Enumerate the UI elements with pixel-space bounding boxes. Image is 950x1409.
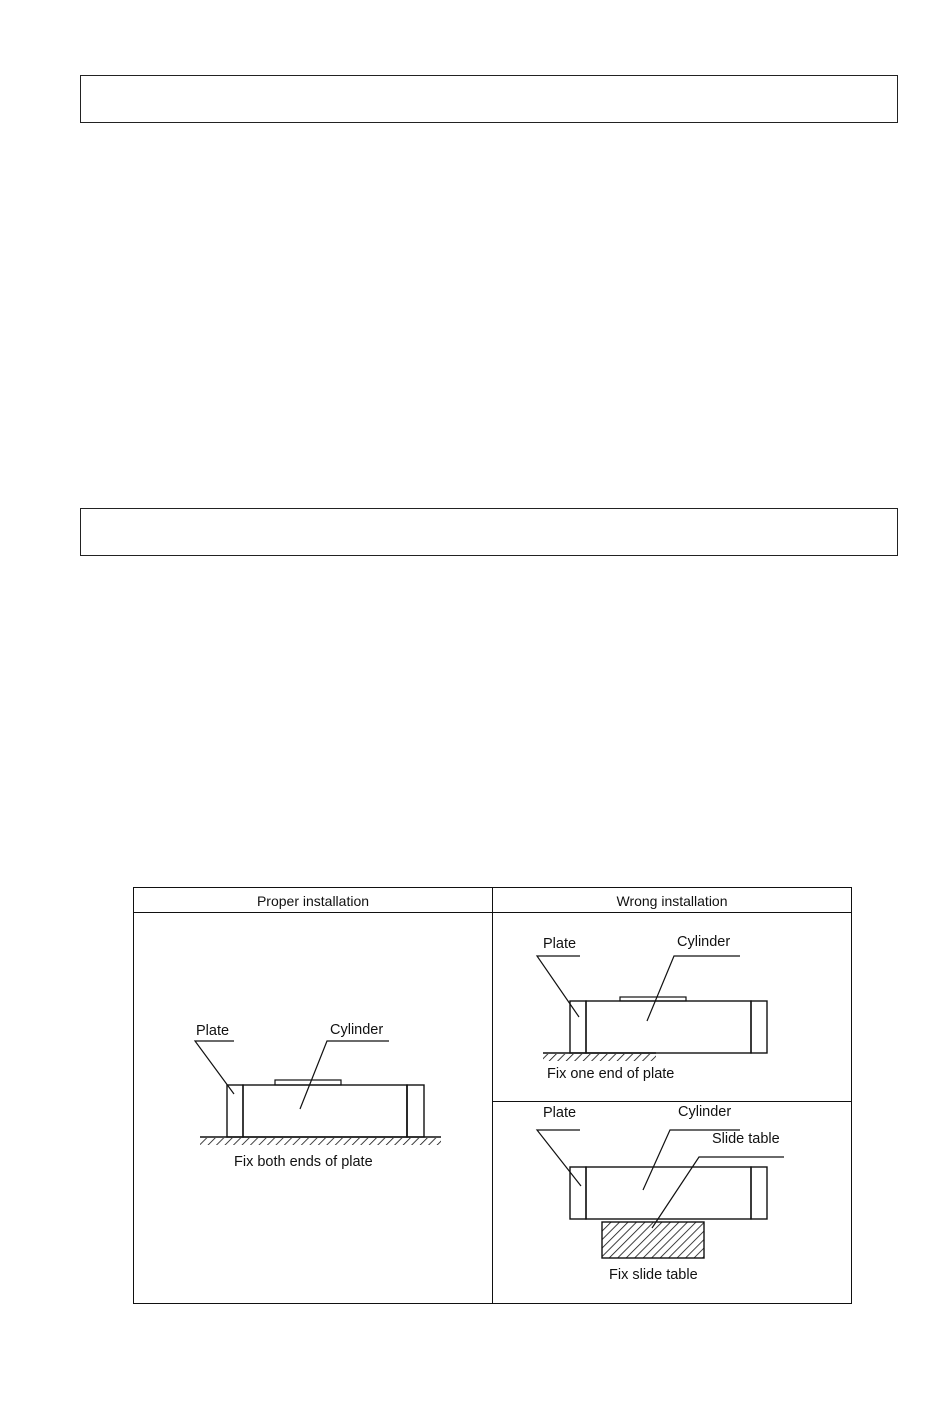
plate-shape <box>570 1001 586 1053</box>
plate-label: Plate <box>543 936 577 952</box>
proper-installation-drawing <box>134 913 492 1303</box>
proper-caption: Fix both ends of plate <box>234 1154 373 1170</box>
cylinder-top-bar <box>620 997 686 1001</box>
cylinder-shape <box>586 1167 751 1219</box>
cylinder-shape <box>243 1085 407 1137</box>
plate-shape-right <box>751 1167 767 1219</box>
proper-installation-header: Proper installation <box>256 893 370 909</box>
plate-shape <box>227 1085 243 1137</box>
plate-leader-line <box>537 1130 581 1186</box>
ground-hatching <box>543 1054 656 1061</box>
slide-table-label: Slide table <box>712 1131 780 1147</box>
cylinder-leader-line <box>300 1041 389 1109</box>
wrong-installation-case2-panel <box>493 1102 851 1303</box>
cylinder-label: Cylinder <box>330 1022 384 1038</box>
plate-shape-right <box>751 1001 767 1053</box>
installation-figure-table <box>133 887 852 1304</box>
plate-shape-right <box>407 1085 424 1137</box>
cylinder-leader-line <box>647 956 740 1021</box>
wrong-installation-case1-panel <box>493 913 851 1101</box>
plate-leader-line <box>537 956 580 1017</box>
section-heading-box-2 <box>80 508 898 556</box>
section-heading-box-1 <box>80 75 898 123</box>
cylinder-label: Cylinder <box>678 1104 732 1120</box>
proper-installation-panel <box>134 913 492 1303</box>
ground-hatching <box>200 1138 441 1145</box>
plate-label: Plate <box>196 1023 230 1039</box>
wrong-case1-caption: Fix one end of plate <box>547 1066 675 1082</box>
plate-label: Plate <box>543 1105 577 1121</box>
plate-leader-line <box>195 1041 234 1094</box>
wrong-installation-header: Wrong installation <box>616 893 728 909</box>
cylinder-shape <box>586 1001 751 1053</box>
cylinder-top-bar <box>275 1080 341 1085</box>
wrong-case2-caption: Fix slide table <box>609 1267 698 1283</box>
cylinder-label: Cylinder <box>677 934 731 950</box>
